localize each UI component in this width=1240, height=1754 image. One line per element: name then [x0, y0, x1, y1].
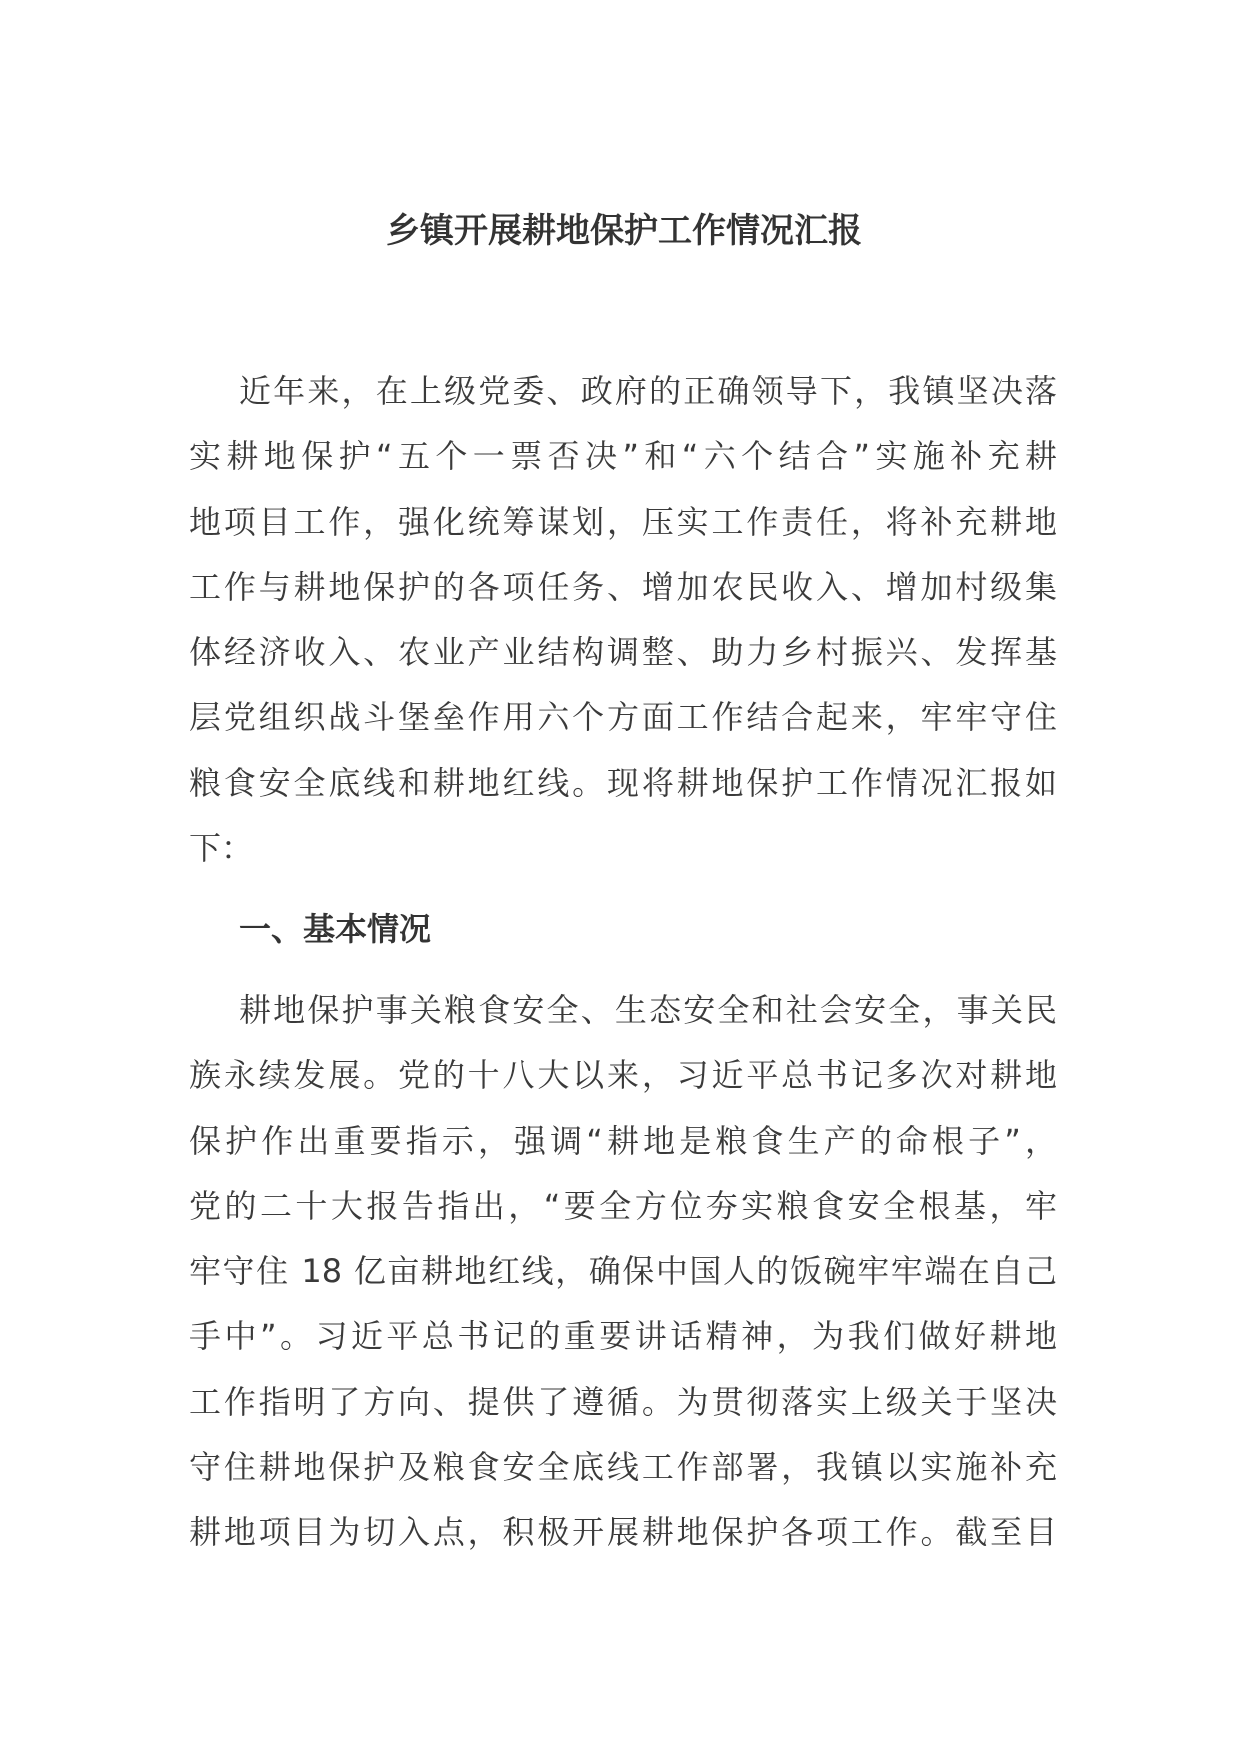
- text-line: 耕地保护事关粮食安全、生态安全和社会安全，事关民: [239, 991, 1057, 1029]
- text-line: 地项目工作，强化统筹谋划，压实工作责任，将补充耕地: [189, 502, 1057, 541]
- text-line: 耕地项目为切入点，积极开展耕地保护各项工作。截至目: [189, 1513, 1057, 1552]
- text-line: 近年来，在上级党委、政府的正确领导下，我镇坚决落: [239, 372, 1057, 410]
- text-line: 粮食安全底线和耕地红线。现将耕地保护工作情况汇报如: [189, 763, 1057, 802]
- text-line: 族永续发展。党的十八大以来，习近平总书记多次对耕地: [189, 1056, 1057, 1095]
- text-line: 牢守住 18 亿亩耕地红线，确保中国人的饭碗牢牢端在自己: [189, 1252, 1057, 1291]
- section-heading: 一、基本情况: [239, 910, 432, 948]
- text-line: 工作与耕地保护的各项任务、增加农民收入、增加村级集: [189, 567, 1057, 606]
- text-line: 实耕地保护“五个一票否决”和“六个结合”实施补充耕: [189, 437, 1057, 476]
- text-line: 手中”。习近平总书记的重要讲话精神，为我们做好耕地: [189, 1317, 1057, 1356]
- text-line: 党的二十大报告指出，“要全方位夯实粮食安全根基，牢: [189, 1186, 1057, 1225]
- text-line: 层党组织战斗堡垒作用六个方面工作结合起来，牢牢守住: [189, 698, 1057, 737]
- text-line: 体经济收入、农业产业结构调整、助力乡村振兴、发挥基: [189, 633, 1057, 672]
- document-title: 乡镇开展耕地保护工作情况汇报: [386, 211, 862, 251]
- text-line: 保护作出重要指示，强调“耕地是粮食生产的命根子”，: [189, 1121, 1057, 1160]
- text-line: 守住耕地保护及粮食安全底线工作部署，我镇以实施补充: [189, 1448, 1057, 1487]
- paragraph-intro: [189, 359, 1057, 881]
- text-line: 工作指明了方向、提供了遵循。为贯彻落实上级关于坚决: [189, 1382, 1057, 1421]
- paragraph-basic-situation: [189, 978, 1057, 1566]
- text-line: 下：: [189, 829, 254, 868]
